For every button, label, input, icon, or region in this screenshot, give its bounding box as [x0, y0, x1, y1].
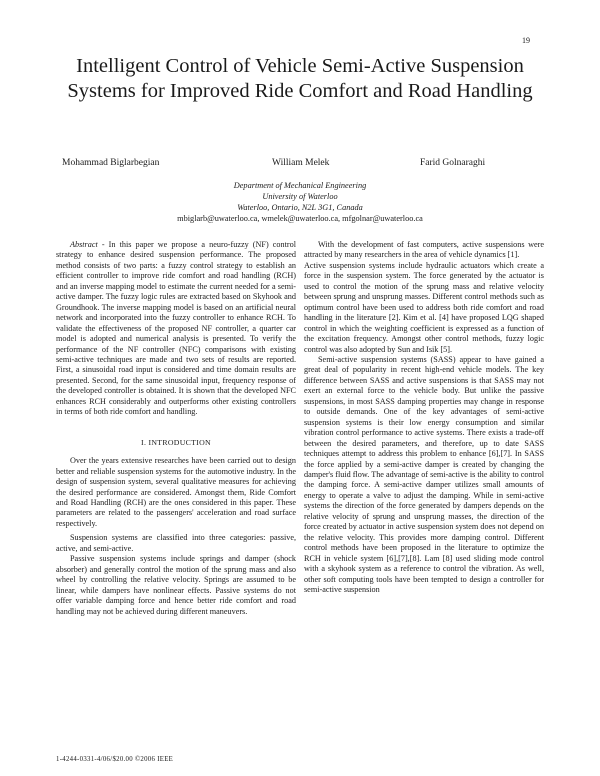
author-name: Farid Golnaraghi: [420, 158, 486, 168]
body-paragraph: Active suspension systems include hydraulic actuators which create a force in the suspension system. The force generated by the actuator is used to control the motion of the sprung mass and relative velocity between sprung and unsprung masses. Different control methods such as optimum control have been used to address both ride comfort and road handling in the literature [2]. Kim et al. [4] have proposed LQG shaped control in which the weighting coefficient is expressed as a function of the excitation frequency. Amongst other control methods, fuzzy logic control was also adopted by Sun and Isik [5].: [304, 260, 544, 354]
abstract-paragraph: [56, 240, 296, 418]
body-paragraph: With the development of fast computers, active suspensions were attracted by many researchers in the area of vehicle dynamics [1].: [304, 240, 544, 260]
location: Waterloo, Ontario, N2L 3G1, Canada: [237, 203, 363, 212]
author-name: William Melek: [272, 158, 330, 168]
right-column: [304, 240, 544, 595]
copyright-footer: 1-4244-0331-4/06/$20.00 ©2006 IEEE: [56, 756, 174, 763]
abstract-label: Abstract: [70, 240, 98, 249]
body-paragraph: Suspension systems are classified into three categories: passive, active, and semi-active.: [56, 533, 296, 553]
university: University of Waterloo: [262, 192, 338, 201]
left-column: [56, 240, 296, 617]
body-paragraph: Over the years extensive researches have been carried out to design better and reliable suspension systems for the automotive industry. In the design of suspension system, several qualitative measures for achieving the desired performance are considered. Amongst them, Ride Comfort and Road Handling (RCH) are the ones considered in this paper. These parameters are related to the passengers' acceleration and road surface respectively.: [56, 456, 296, 528]
author-name: Mohammad Biglarbegian: [62, 158, 160, 168]
abstract-text: - In this paper we propose a neuro-fuzzy (NF) control strategy to enhance desired suspension performance. The proposed method consists of two parts: a fuzzy control strategy to establish an efficient controller to improve ride comfort and road handling (RCH) and an inverse mapping model to estimate the current needed for a semi-active damper. The fuzzy logic rules are extracted based on Skyhook and Groundhook. The inverse mapping model is based on an artificial neural network and incorporated into the fuzzy controller to enhance RCH. To validate the effectiveness of the proposed NF controller, a quarter car model is adopted and numerical analysis is presented. To verify the performance of the NF controller (NFC) comparisons with existing semi-active techniques are made and two sets of results are reported. First, a sinusoidal road input is considered and time domain results are presented. Second, for the same sinusoidal input, frequency response of the developed controller is obtained. It is shown that the developed NFC enhances RCH considerably and outperforms other existing controllers in terms of both ride comfort and handling.: [56, 240, 296, 417]
body-paragraph: Semi-active suspension systems (SASS) appear to have gained a great deal of popularity in recent high-end vehicle models. The key difference between SASS and active suspensions is that SASS may not exert an external force to the vehicle body. But unlike the passive suspensions, in most SASS damping properties may change in response to outside demands. One of the key advantages of semi-active suspension systems is their low energy consumption and similar vibration control performance to active systems. There exists a trade-off between the desired parameters, and therefore, up to date SASS techniques attempt to address this problem to enhance [6],[7]. In SASS the force applied by a semi-active damper is created by changing the damper's fluid flow. The advantage of semi-active is the ability to control the damping force. A semi-active damper utilizes small amounts of energy to operate a valve to adjust the damping. While in semi-active systems the direction of the force generated by dampers depends on the relative velocity of sprung and unsprung masses, the direction of the force created by actuator in active suspension system does not depend on the relative velocity. This provides more damping control. Different control methods have been proposed in the literature to optimize the RCH in vehicle system [6],[7],[8]. Lam [8] used sliding mode control with a skyhook system as a reference to control the vibration. As well, other soft computing tools have been tempted to design a controller for semi-active suspension: [304, 354, 544, 594]
department: Department of Mechanical Engineering: [233, 181, 367, 190]
page-number: 19: [522, 36, 530, 45]
email-addresses: mbiglarb@uwaterloo.ca, wmelek@uwaterloo.ca, mfgolnar@uwaterloo.ca: [177, 214, 423, 223]
affiliation-block: [0, 180, 600, 224]
section-heading: I. INTRODUCTION: [141, 437, 211, 447]
body-paragraph: Passive suspension systems include springs and damper (shock absorber) and generally control the motion of the sprung mass and also wheel by controlling the relative velocity. Springs are assumed to be linear, while dampers have nonlinear effects. Passive systems do not offer variable damping force and hence better ride comfort and road handling may not be achieved during different maneuvers.: [56, 554, 296, 616]
paper-title: Intelligent Control of Vehicle Semi-Active Suspension Systems for Improved Ride Comfort and Road Handling: [67, 55, 533, 102]
